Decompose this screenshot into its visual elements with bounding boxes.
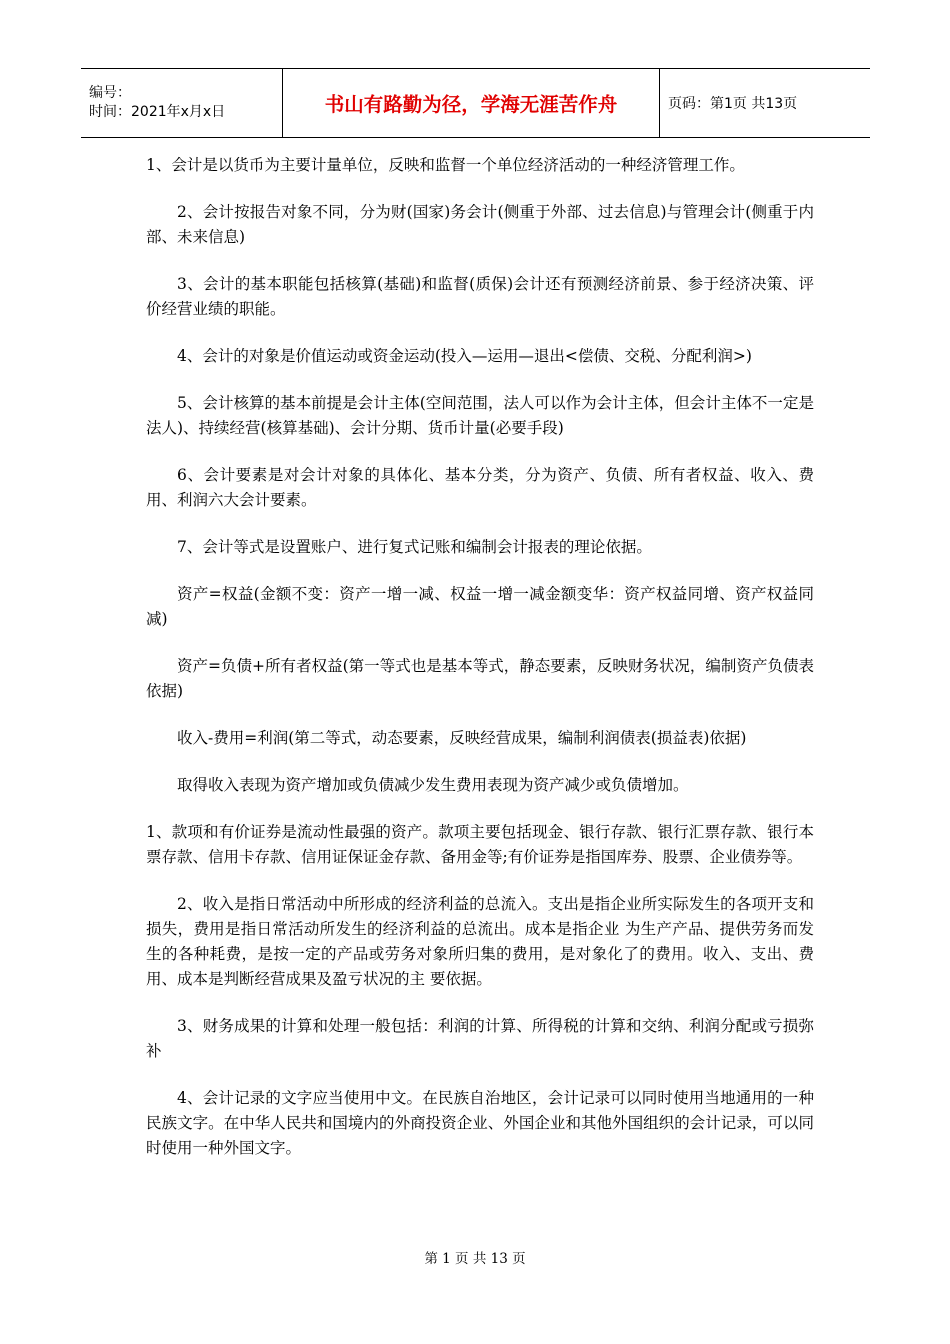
header-motto-cell (282, 69, 660, 137)
body-paragraph: 资产=负债+所有者权益(第一等式也是基本等式，静态要素，反映财务状况，编制资产负债表依据) (146, 657, 814, 700)
body-paragraph: 2、收入是指日常活动中所形成的经济利益的总流入。支出是指企业所实际发生的各项开支和损失，费用是指日常活动所发生的经济利益的总流出。成本是指企业 为生产产品、提供劳务而发生的各种耗费，是按一定的产品或劳务对象所归集的费用，是对象化了的费用。收入、支出、费用、成本是判断经营成果及盈亏状况的主 要依据。 (146, 895, 814, 988)
document-body (146, 153, 814, 1183)
body-paragraph: 3、财务成果的计算和处理一般包括：利润的计算、所得税的计算和交纳、利润分配或亏损弥补 (146, 1017, 814, 1060)
document-header (81, 68, 870, 138)
body-paragraph: 收入-费用=利润(第二等式，动态要素，反映经营成果，编制利润债表(损益表)依据) (177, 729, 747, 747)
header-left-cell (81, 69, 282, 137)
body-paragraph: 1、会计是以货币为主要计量单位，反映和监督一个单位经济活动的一种经济管理工作。 (146, 156, 745, 174)
header-page-cell (660, 69, 870, 137)
document-number-label: 编号： (89, 85, 131, 101)
body-paragraph: 取得收入表现为资产增加或负债减少发生费用表现为资产减少或负债增加。 (177, 776, 689, 794)
body-paragraph: 1、款项和有价证券是流动性最强的资产。款项主要包括现金、银行存款、银行汇票存款、银行本票存款、信用卡存款、信用证保证金存款、备用金等;有价证券是指国库券、股票、企业债券等。 (146, 823, 814, 866)
body-paragraph: 6、会计要素是对会计对象的具体化、基本分类，分为资产、负债、所有者权益、收入、费用、利润六大会计要素。 (146, 466, 814, 509)
page-footer: 第 1 页 共 13 页 (424, 1251, 526, 1267)
body-paragraph: 4、会计记录的文字应当使用中文。在民族自治地区，会计记录可以同时使用当地通用的一种民族文字。在中华人民共和国境内的外商投资企业、外国企业和其他外国组织的会计记录，可以同时使用一种外国文字。 (146, 1089, 814, 1157)
body-paragraph: 3、会计的基本职能包括核算(基础)和监督(质保)会计还有预测经济前景、参于经济决策、评价经营业绩的职能。 (146, 275, 814, 318)
header-motto: 书山有路勤为径，学海无涯苦作舟 (324, 93, 618, 116)
body-paragraph: 资产=权益(金额不变：资产一增一减、权益一增一减金额变华：资产权益同增、资产权益同减) (146, 585, 814, 628)
body-paragraph: 4、会计的对象是价值运动或资金运动(投入—运用—退出<偿债、交税、分配利润>) (177, 347, 752, 365)
body-paragraph: 5、会计核算的基本前提是会计主体(空间范围，法人可以作为会计主体，但会计主体不一定是法人)、持续经营(核算基础)、会计分期、货币计量(必要手段) (146, 394, 814, 437)
document-time-label: 时间：2021年x月x日 (89, 104, 226, 120)
header-page-info: 页码：第1页 共13页 (668, 96, 798, 112)
body-paragraph: 2、会计按报告对象不同，分为财(国家)务会计(侧重于外部、过去信息)与管理会计(侧重于内部、未来信息) (146, 203, 814, 246)
body-paragraph: 7、会计等式是设置账户、进行复式记账和编制会计报表的理论依据。 (177, 538, 652, 556)
